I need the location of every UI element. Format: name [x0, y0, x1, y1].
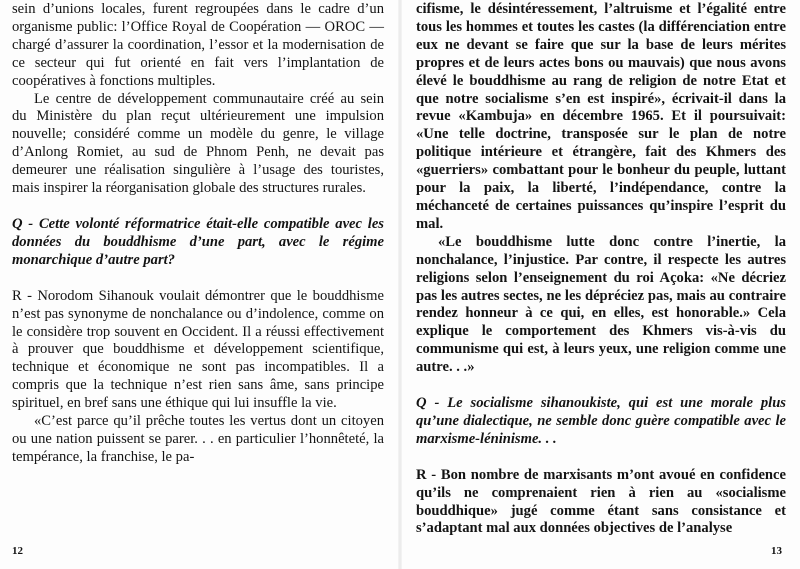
right-paragraph-continued: cifisme, le désintéressement, l’altruisme et l’égalité entre tous les hommes et toutes les castes (la différenciation entre eux ne devant se faire que sur la base de leurs mérites propres et de leurs actes bons ou mauvais) que nous avons élevé le bouddhisme au rang de religion de notre Etat et que notre socialisme s’en est inspiré», écrivait-il dans la revue «Kambuja» en décembre 1965. Et il poursuivait: «Une telle doctrine, transposée sur le plan de notre politique intérieure et étrangère, fait des Khmers des «guerriers» combattant pour le bonheur du peuple, luttant pour la paix, la liberté, l’indépendance, contre la méchanceté de certaines puissances qu’inspire l’esprit du mal. — [416, 1, 786, 232]
right-question: Q - Le socialisme sihanoukiste, qui est une morale plus qu’une dialectique, ne semble donc guère compatible avec le marxisme-léninisme. . . — [416, 395, 786, 447]
right-answer: R - Bon nombre de marxisants m’ont avoué en confidence qu’ils ne comprenaient rien à rien au «socialisme bouddhique» jugé comme étant sans consistance et s’adaptant mal aux données objectives de l’analyse — [416, 466, 786, 537]
right-text-column — [416, 1, 786, 538]
left-page-number: 12 — [12, 545, 23, 557]
right-paragraph-buddhism: «Le bouddhisme lutte donc contre l’inertie, la nonchalance, l’injustice. Par contre, il respecte les autres religions selon l’enseignement du roi Açoka: «Ne décriez pas les autres sectes, ne les dépréciez pas, mais au contraire rendez honneur à ce qui, en elles, est honorable.» Cela explique le comportement des Khmers vis-à-vis du communisme qui est, à leurs yeux, une religion comme une autre. . .» — [416, 233, 786, 376]
left-question: Q - Cette volonté réformatrice était-elle compatible avec les données du bouddhisme d’une part, avec le régime monarchique d’autre part? — [12, 215, 384, 268]
right-page-number: 13 — [771, 545, 782, 557]
left-quote-paragraph: «C’est parce qu’il prêche toutes les vertus dont un citoyen ou une nation puissent se parer. . . en particulier l’honnêteté, la tempérance, la franchise, le pa- — [12, 413, 384, 465]
left-paragraph-community-center: Le centre de développement communautaire créé au sein du Ministère du plan reçut ultérieurement une impulsion nouvelle; considéré comme un modèle du genre, le village d’Anlong Romiet, au sud de Phnom Penh, ne devait pas demeurer une réalisation singulière à l’usage des touristes, mais inspirer la réorganisation globale des structures rurales. — [12, 90, 384, 197]
left-paragraph-continued: sein d’unions locales, furent regroupées dans le cadre d’un organisme public: l’Office Royal de Coopération — OROC — chargé d’assurer la coordination, l’essor et la modernisation de ce secteur qui fut orienté en fait vers l’implantation de coopératives à fonctions multiples. — [12, 1, 384, 89]
right-page — [400, 0, 800, 569]
left-answer: R - Norodom Sihanouk voulait démontrer que le bouddhisme n’est pas synonyme de nonchalance ou d’indolence, comme on le considère trop souvent en Occident. Il a réussi effectivement à prouver que bouddhisme et développement scientifique, technique et économique ne sont pas incompatibles. Il a compris que la technique n’est rien sans âme, sans principe spirituel, en bref sans une éthique qui lui insuffle la vie. — [12, 287, 384, 412]
left-text-column — [12, 1, 384, 467]
